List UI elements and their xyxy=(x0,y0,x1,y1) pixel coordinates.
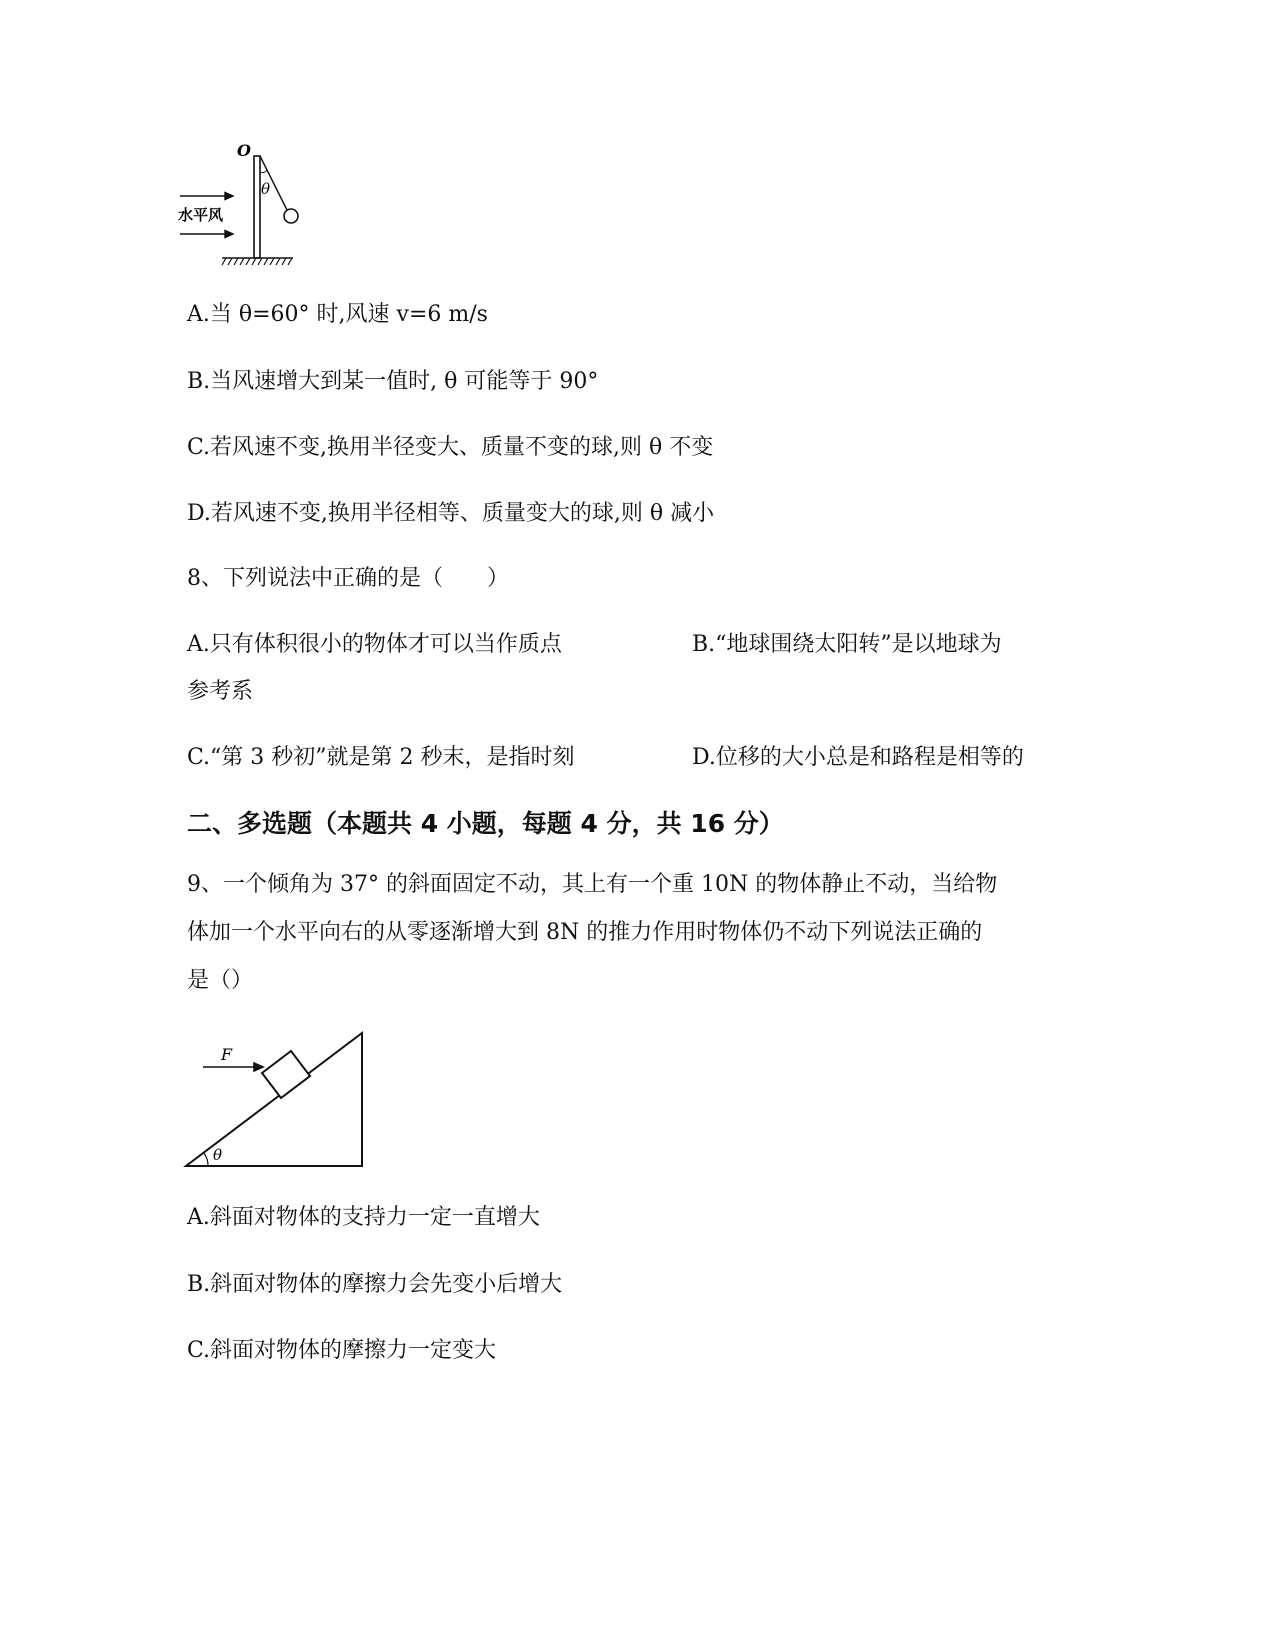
angle-arc xyxy=(260,170,267,173)
q9-option-a: A.斜面对物体的支持力一定一直增大 xyxy=(187,1205,540,1230)
vertical-pole xyxy=(254,156,260,258)
block xyxy=(262,1051,310,1098)
incline-angle-arc xyxy=(204,1153,208,1166)
q9-option-c: C.斜面对物体的摩擦力一定变大 xyxy=(187,1338,497,1363)
section-heading: 二、多选题（本题共 4 小题，每题 4 分，共 16 分） xyxy=(187,809,784,838)
incline-theta-label: θ xyxy=(213,1146,223,1164)
ground-hatching xyxy=(222,258,292,265)
pivot-label-o: O xyxy=(237,141,251,160)
q9-option-b: B.斜面对物体的摩擦力会先变小后增大 xyxy=(187,1272,563,1297)
q9-stem-line-3: 是（） xyxy=(187,968,254,993)
pendulum-ball xyxy=(284,209,298,223)
q8-option-a: A.只有体积很小的物体才可以当作质点 xyxy=(187,632,562,657)
q8-option-b-continued: 参考系 xyxy=(187,679,254,704)
q8-option-d: D.位移的大小总是和路程是相等的 xyxy=(692,745,1024,770)
incline-block-figure xyxy=(180,1030,380,1180)
q8-option-c: C.“第 3 秒初”就是第 2 秒末，是指时刻 xyxy=(187,745,575,770)
force-label-f: F xyxy=(221,1045,233,1064)
q7-option-a: A.当 θ=60° 时,风速 v=6 m/s xyxy=(187,302,488,327)
q7-option-c: C.若风速不变,换用半径变大、质量不变的球,则 θ 不变 xyxy=(187,435,714,460)
q8-stem: 8、下列说法中正确的是（ ） xyxy=(187,566,509,591)
q7-option-b: B.当风速增大到某一值时, θ 可能等于 90° xyxy=(187,369,599,394)
pendulum-wind-figure xyxy=(175,138,310,273)
q7-option-d: D.若风速不变,换用半径相等、质量变大的球,则 θ 减小 xyxy=(187,501,715,526)
q8-option-b: B.“地球围绕太阳转”是以地球为 xyxy=(692,632,1002,657)
q9-stem-line-2: 体加一个水平向右的从零逐渐增大到 8N 的推力作用时物体仍不动下列说法正确的 xyxy=(187,920,983,945)
force-arrow xyxy=(203,1063,263,1071)
q9-stem-line-1: 9、一个倾角为 37° 的斜面固定不动，其上有一个重 10N 的物体静止不动，当给物 xyxy=(187,872,998,897)
angle-theta-label: θ xyxy=(261,180,271,198)
wind-label: 水平风 xyxy=(178,206,224,224)
